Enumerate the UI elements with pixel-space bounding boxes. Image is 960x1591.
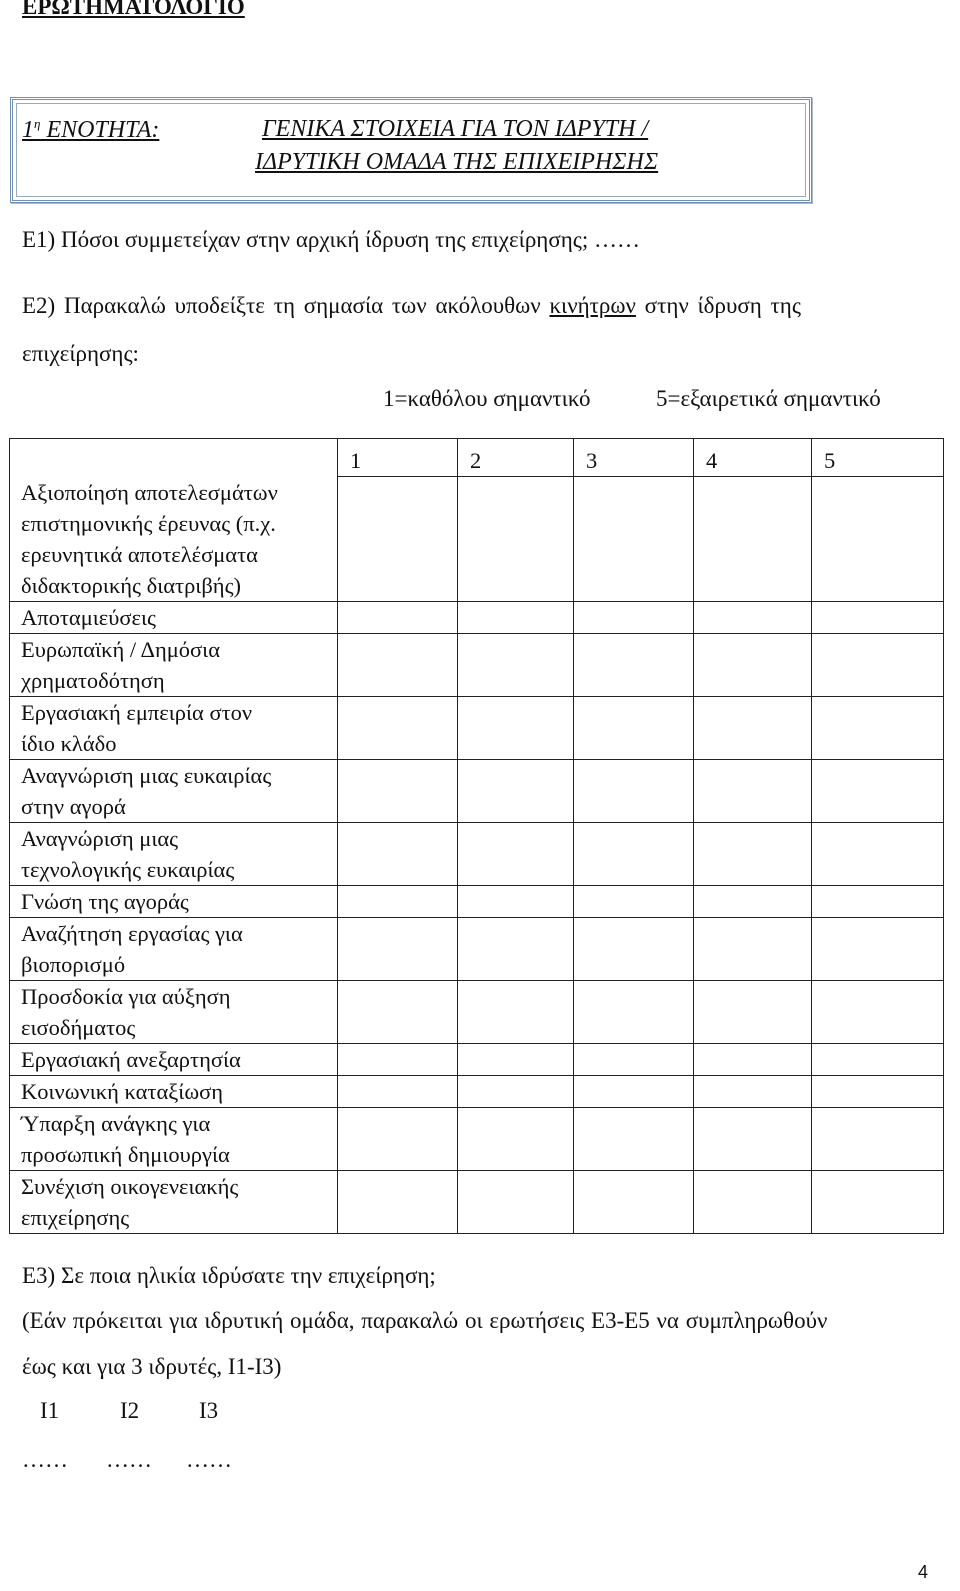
- table-row: [10, 696, 944, 759]
- rating-cell-1[interactable]: [338, 696, 458, 759]
- table-row: [10, 477, 944, 602]
- scale-high-label: 5=εξαιρετικά σημαντικό: [656, 386, 881, 411]
- motivation-label-line: Ευρωπαϊκή / Δημόσια: [21, 636, 221, 662]
- motivation-rating-table: [9, 438, 944, 1234]
- rating-cell-3[interactable]: [574, 822, 694, 885]
- rating-cell-5[interactable]: [812, 759, 944, 822]
- column-header-4: 4: [694, 439, 812, 477]
- table-row: [10, 1043, 944, 1075]
- rating-cell-3[interactable]: [574, 759, 694, 822]
- motivation-label-line: Αναγνώριση μιας: [21, 825, 179, 851]
- rating-cell-3[interactable]: [574, 633, 694, 696]
- motivation-label-line: Αναζήτηση εργασίας για: [21, 920, 243, 946]
- motivation-label-line: Προσδοκία για αύξηση: [21, 983, 231, 1009]
- motivation-label: [10, 1075, 338, 1107]
- rating-cell-2[interactable]: [458, 1170, 574, 1233]
- rating-cell-4[interactable]: [694, 980, 812, 1043]
- rating-cell-1[interactable]: [338, 633, 458, 696]
- page-number: 4: [918, 1562, 929, 1582]
- question-e2-underlined: κινήτρων: [549, 293, 636, 318]
- motivation-label: [10, 885, 338, 917]
- table-row: [10, 759, 944, 822]
- question-e3-note-line2: έως και για 3 ιδρυτές, Ι1-Ι3): [22, 1354, 282, 1379]
- rating-cell-5[interactable]: [812, 477, 944, 602]
- founder-1-label: Ι1: [40, 1398, 60, 1423]
- section-title-line1: ΓΕΝΙΚΑ ΣΤΟΙΧΕΙΑ ΓΙΑ ΤΟΝ ΙΔΡΥΤΗ /: [262, 116, 649, 142]
- rating-cell-4[interactable]: [694, 1043, 812, 1075]
- founder-3-label: Ι3: [199, 1398, 219, 1423]
- rating-cell-3[interactable]: [574, 980, 694, 1043]
- rating-cell-1[interactable]: [338, 601, 458, 633]
- rating-cell-5[interactable]: [812, 885, 944, 917]
- rating-cell-4[interactable]: [694, 822, 812, 885]
- motivation-label-line: Ύπαρξη ανάγκης για: [21, 1110, 211, 1136]
- rating-cell-5[interactable]: [812, 1107, 944, 1170]
- table-row: [10, 1107, 944, 1170]
- rating-cell-4[interactable]: [694, 633, 812, 696]
- rating-cell-1[interactable]: [338, 885, 458, 917]
- rating-cell-1[interactable]: [338, 477, 458, 602]
- motivation-label-line: διδακτορικής διατριβής): [21, 572, 241, 598]
- motivation-label-line: Αποταμιεύσεις: [21, 604, 156, 630]
- table-header-row: [10, 439, 944, 477]
- motivation-label: [10, 1043, 338, 1075]
- motivation-label: [10, 633, 338, 696]
- table-row: [10, 885, 944, 917]
- rating-cell-2[interactable]: [458, 980, 574, 1043]
- motivation-label: [10, 477, 338, 602]
- section-title-line2: ΙΔΡΥΤΙΚΗ ΟΜΑΔΑ ΤΗΣ ΕΠΙΧΕΙΡΗΣΗΣ: [255, 149, 659, 175]
- rating-cell-5[interactable]: [812, 633, 944, 696]
- column-header-5: 5: [812, 439, 944, 477]
- rating-cell-2[interactable]: [458, 477, 574, 602]
- section-number: 1: [22, 117, 34, 143]
- rating-cell-3[interactable]: [574, 477, 694, 602]
- rating-cell-5[interactable]: [812, 1170, 944, 1233]
- motivation-label-line: ίδιο κλάδο: [21, 730, 117, 756]
- rating-cell-5[interactable]: [812, 980, 944, 1043]
- rating-cell-2[interactable]: [458, 917, 574, 980]
- rating-cell-4[interactable]: [694, 759, 812, 822]
- motivation-label-line: Εργασιακή ανεξαρτησία: [21, 1046, 241, 1072]
- motivation-label: [10, 1107, 338, 1170]
- rating-cell-3[interactable]: [574, 917, 694, 980]
- rating-cell-1[interactable]: [338, 759, 458, 822]
- rating-cell-3[interactable]: [574, 1043, 694, 1075]
- column-header-1: 1: [338, 439, 458, 477]
- rating-cell-5[interactable]: [812, 917, 944, 980]
- rating-cell-4[interactable]: [694, 1107, 812, 1170]
- rating-cell-3[interactable]: [574, 885, 694, 917]
- founder-2-age-blank[interactable]: ……: [106, 1447, 152, 1472]
- rating-cell-3[interactable]: [574, 696, 694, 759]
- founder-1-age-blank[interactable]: ……: [22, 1447, 68, 1472]
- table-row: [10, 1170, 944, 1233]
- rating-cell-4[interactable]: [694, 917, 812, 980]
- motivation-label: [10, 759, 338, 822]
- rating-cell-2[interactable]: [458, 1107, 574, 1170]
- rating-cell-2[interactable]: [458, 696, 574, 759]
- question-e2-line1: [22, 293, 801, 319]
- rating-cell-4[interactable]: [694, 696, 812, 759]
- rating-cell-4[interactable]: [694, 1075, 812, 1107]
- motivation-label-line: Συνέχιση οικογενειακής: [21, 1173, 239, 1199]
- motivation-label-line: τεχνολογικής ευκαιρίας: [21, 856, 235, 882]
- rating-cell-1[interactable]: [338, 1043, 458, 1075]
- table-row: [10, 601, 944, 633]
- table-row: [10, 822, 944, 885]
- question-e2-part2: στην ίδρυση της: [635, 293, 801, 318]
- scale-low-label: 1=καθόλου σημαντικό: [383, 386, 591, 411]
- question-e2-part1: Ε2) Παρακαλώ υποδείξτε τη σημασία των ακόλουθων: [22, 293, 550, 318]
- motivation-label-line: Κοινωνική καταξίωση: [21, 1078, 224, 1104]
- section-label-text: ΕΝΟΤΗΤΑ:: [46, 117, 160, 143]
- founder-3-age-blank[interactable]: ……: [186, 1447, 232, 1472]
- rating-cell-3[interactable]: [574, 1075, 694, 1107]
- motivation-label-line: Γνώση της αγοράς: [21, 888, 189, 914]
- rating-cell-1[interactable]: [338, 980, 458, 1043]
- motivation-label-line: Αναγνώριση μιας ευκαιρίας: [21, 762, 272, 788]
- rating-cell-1[interactable]: [338, 822, 458, 885]
- motivation-label-line: προσωπική δημιουργία: [21, 1141, 230, 1167]
- question-e3: Ε3) Σε ποια ηλικία ιδρύσατε την επιχείρηση;: [22, 1263, 436, 1288]
- rating-cell-5[interactable]: [812, 822, 944, 885]
- motivation-label-line: βιοπορισμό: [21, 951, 126, 977]
- rating-cell-2[interactable]: [458, 1075, 574, 1107]
- question-e1: Ε1) Πόσοι συμμετείχαν στην αρχική ίδρυση της επιχείρησης; ……: [22, 227, 641, 252]
- rating-cell-2[interactable]: [458, 633, 574, 696]
- motivation-label: [10, 822, 338, 885]
- rating-cell-3[interactable]: [574, 1170, 694, 1233]
- table-row: [10, 633, 944, 696]
- motivation-label-line: Αξιοποίηση αποτελεσμάτων: [21, 479, 278, 505]
- motivation-label: [10, 696, 338, 759]
- rating-cell-4[interactable]: [694, 1170, 812, 1233]
- rating-cell-2[interactable]: [458, 885, 574, 917]
- table-row: [10, 1075, 944, 1107]
- motivation-label-line: εισοδήματος: [21, 1014, 136, 1040]
- rating-cell-2[interactable]: [458, 822, 574, 885]
- motivation-label-line: Εργασιακή εμπειρία στον: [21, 699, 253, 725]
- table-row: [10, 980, 944, 1043]
- rating-cell-5[interactable]: [812, 1043, 944, 1075]
- table-header-blank: [10, 439, 338, 477]
- table-row: [10, 917, 944, 980]
- motivation-label: [10, 980, 338, 1043]
- column-header-2: 2: [458, 439, 574, 477]
- rating-cell-2[interactable]: [458, 759, 574, 822]
- rating-cell-1[interactable]: [338, 1075, 458, 1107]
- section-label: [22, 116, 159, 144]
- rating-cell-1[interactable]: [338, 917, 458, 980]
- column-header-3: 3: [574, 439, 694, 477]
- motivation-label-line: ερευνητικά αποτελέσματα: [21, 541, 258, 567]
- document-title: ΕΡΩΤΗΜΑΤΟΛΟΓΙΟ: [22, 0, 245, 19]
- section-number-sup: η: [34, 116, 41, 131]
- rating-cell-5[interactable]: [812, 601, 944, 633]
- rating-cell-3[interactable]: [574, 601, 694, 633]
- rating-cell-2[interactable]: [458, 601, 574, 633]
- motivation-label-line: επιχείρησης: [21, 1204, 130, 1230]
- question-e2-line2: επιχείρησης:: [22, 341, 139, 366]
- motivation-label-line: επιστημονικής έρευνας (π.χ.: [21, 510, 276, 536]
- rating-cell-1[interactable]: [338, 1107, 458, 1170]
- motivation-label-line: χρηματοδότηση: [21, 667, 165, 693]
- motivation-label: [10, 1170, 338, 1233]
- motivation-label: [10, 601, 338, 633]
- rating-cell-3[interactable]: [574, 1107, 694, 1170]
- rating-cell-4[interactable]: [694, 601, 812, 633]
- rating-cell-5[interactable]: [812, 1075, 944, 1107]
- rating-cell-1[interactable]: [338, 1170, 458, 1233]
- rating-cell-2[interactable]: [458, 1043, 574, 1075]
- founder-2-label: Ι2: [120, 1398, 140, 1423]
- rating-cell-5[interactable]: [812, 696, 944, 759]
- question-e3-note-line1: (Εάν πρόκειται για ιδρυτική ομάδα, παρακαλώ οι ερωτήσεις Ε3-Ε5 να συμπληρωθούν: [22, 1308, 828, 1333]
- rating-cell-4[interactable]: [694, 477, 812, 602]
- motivation-label: [10, 917, 338, 980]
- rating-cell-4[interactable]: [694, 885, 812, 917]
- motivation-label-line: στην αγορά: [21, 793, 126, 819]
